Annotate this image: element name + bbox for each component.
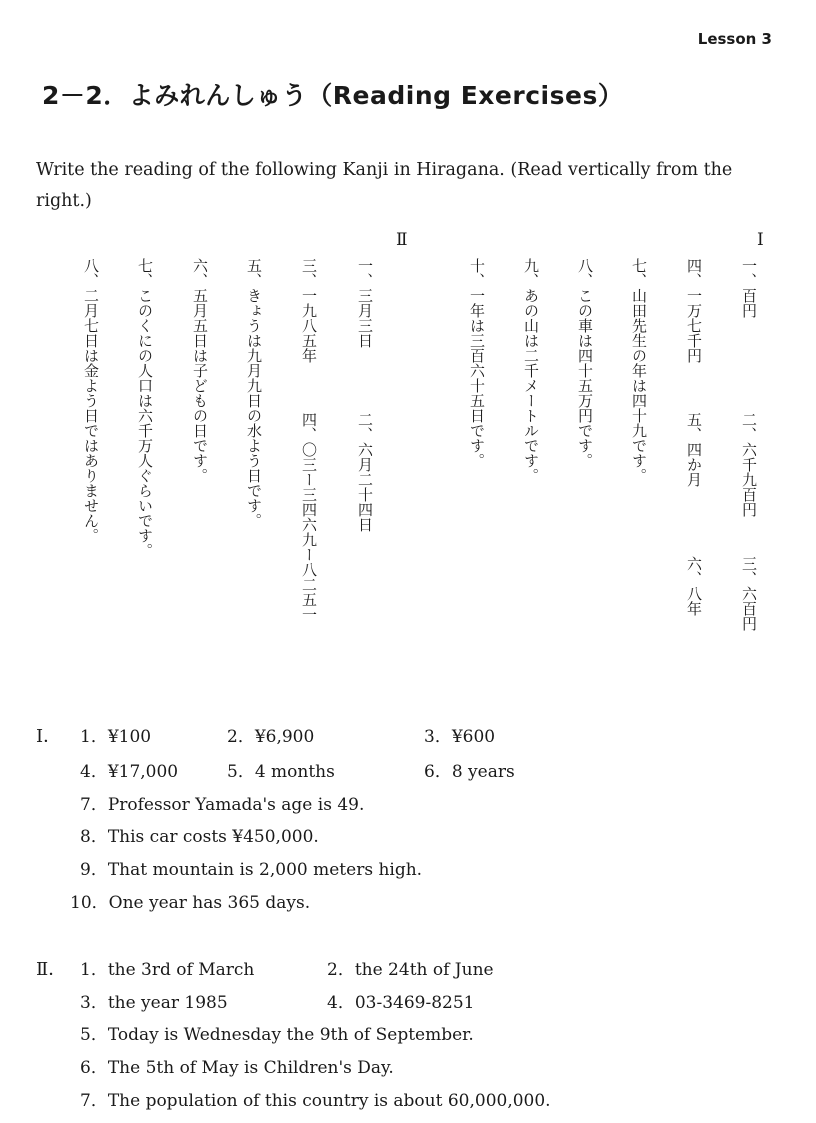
section1-label: Ⅰ — [757, 230, 764, 250]
section1-col-2c: 六、八年 — [685, 556, 703, 616]
answer1-item-6: 6．8 years — [424, 762, 515, 782]
answer2-item-1: 1．the 3rd of March — [80, 960, 255, 980]
answer1-item-3: 3．¥600 — [424, 727, 496, 747]
instructions-text: Write the reading of the following Kanji in Hiragana. (Read vertically from the right.) — [36, 160, 733, 211]
answer1-item-5: 5．4 months — [227, 762, 335, 782]
section1-col-1a: 一、百円 — [740, 258, 758, 318]
answer2-item-4: 4．03-3469-8251 — [327, 993, 475, 1013]
answer1-item-8: 8．This car costs ¥450,000. — [80, 827, 319, 847]
section2-col-2b: 四、〇三ー三四六九ー八二五一 — [300, 412, 318, 622]
answers2-label: Ⅱ． — [36, 959, 67, 980]
section1-col-1b: 二、六千九百円 — [740, 412, 758, 517]
section2-label: Ⅱ — [396, 230, 408, 250]
section1-col-3: 七、山田先生の年は四十九です。 — [630, 258, 648, 483]
lesson-label: Lesson 3 — [697, 30, 772, 48]
answer2-item-2: 2．the 24th of June — [327, 960, 494, 980]
section1-col-6: 十、一年は三百六十五日です。 — [468, 258, 486, 468]
answer1-item-10: 10．One year has 365 days. — [70, 893, 311, 913]
section2-col-3: 五、きょうは九月九日の水よう日です。 — [245, 258, 263, 528]
answer1-item-1: 1．¥100 — [80, 727, 152, 747]
answer1-item-7: 7．Professor Yamada's age is 49. — [80, 795, 365, 815]
section2-col-6: 八、二月七日は金よう日ではありません。 — [82, 258, 100, 543]
answer2-item-6: 6．The 5th of May is Children's Day. — [80, 1058, 394, 1078]
section1-col-2b: 五、四か月 — [685, 412, 703, 487]
answer2-item-3: 3．the year 1985 — [80, 993, 228, 1013]
section1-col-2a: 四、一万七千円 — [685, 258, 703, 363]
section2-col-2a: 三、一九八五年 — [300, 258, 318, 363]
section2-col-1b: 二、六月二十四日 — [356, 412, 374, 532]
section2-col-4: 六、五月五日は子どもの日です。 — [191, 258, 209, 483]
section2-col-1a: 一、三月三日 — [356, 258, 374, 348]
section2-col-5: 七、このくにの人口は六千万人ぐらいです。 — [136, 258, 154, 558]
answer2-item-7: 7．The population of this country is about 60,000,000. — [80, 1091, 551, 1111]
section1-col-4: 八、この車は四十五万円です。 — [576, 258, 594, 468]
answer1-item-9: 9．That mountain is 2,000 meters high. — [80, 860, 423, 880]
answer2-item-5: 5．Today is Wednesday the 9th of September. — [80, 1025, 474, 1045]
answer1-item-4: 4．¥17,000 — [80, 762, 179, 782]
section1-col-1c: 三、六百円 — [740, 556, 758, 631]
section1-col-5: 九、あの山は二千メートルです。 — [522, 258, 540, 483]
page-title: 2－2．よみれんしゅう（Reading Exercises） — [42, 81, 624, 110]
answers1-label: Ⅰ． — [36, 726, 62, 747]
answer1-item-2: 2．¥6,900 — [227, 727, 315, 747]
